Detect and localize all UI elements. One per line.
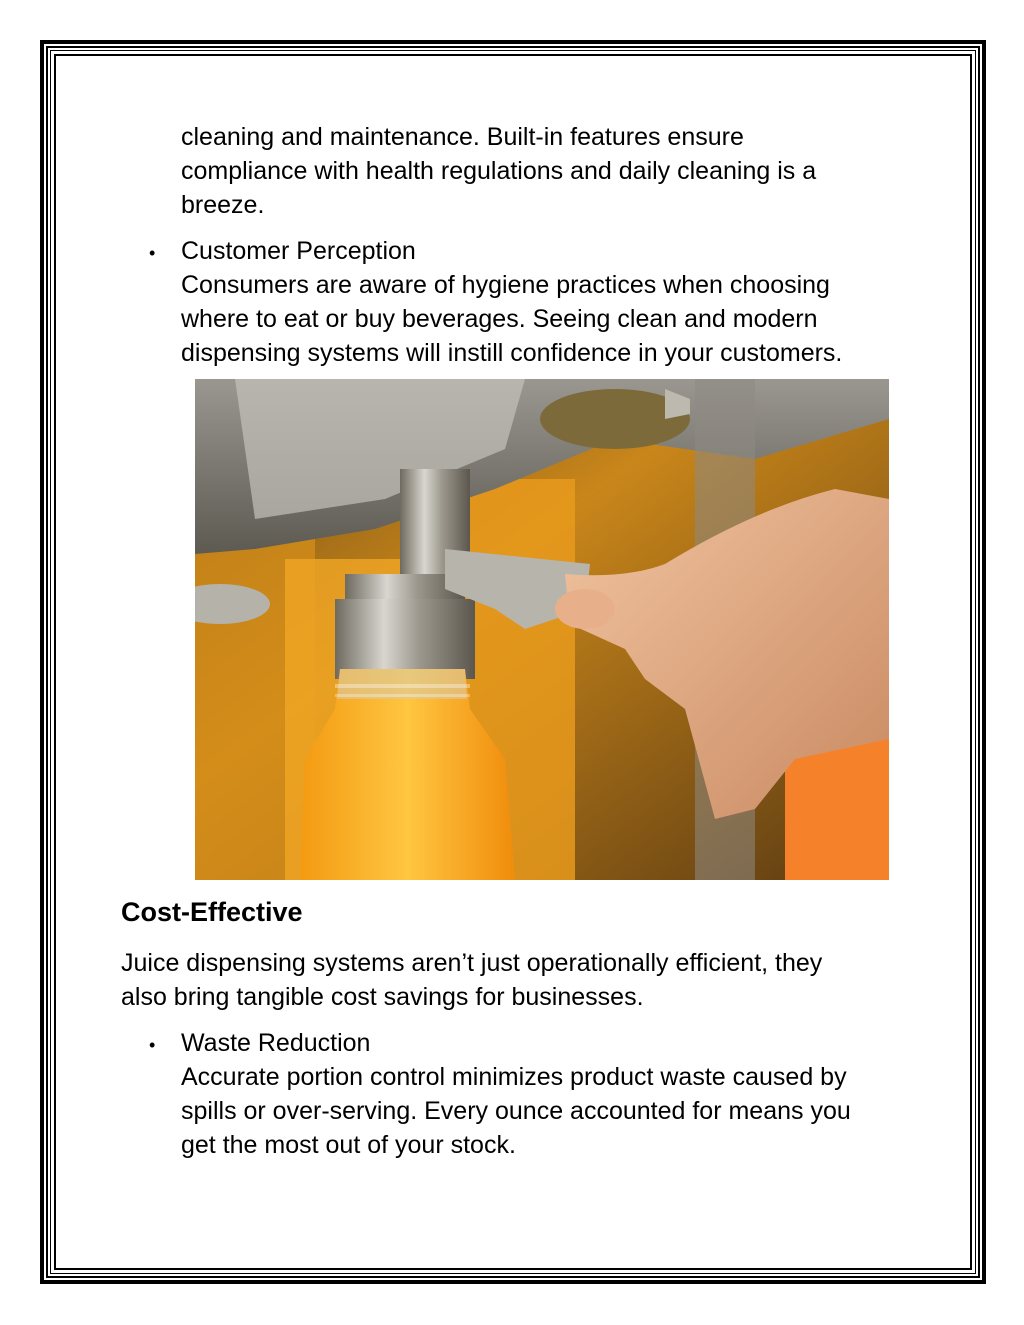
continuation-line-2: compliance with health regulations and daily cleaning is a	[181, 157, 817, 185]
bullet-body-line-1: Consumers are aware of hygiene practices when choosing	[181, 271, 830, 299]
section-heading-cost-effective: Cost-Effective	[121, 897, 303, 927]
bullet-body-line-1: Accurate portion control minimizes product waste caused by	[181, 1063, 847, 1091]
bullet-body-line-2: spills or over-serving. Every ounce accounted for means you	[181, 1097, 851, 1125]
continuation-line-3: breeze.	[181, 191, 265, 219]
bullet-body-line-3: dispensing systems will instill confidence in your customers.	[181, 339, 843, 367]
bullet-marker: •	[149, 243, 156, 263]
bullet-title-customer-perception: Customer Perception	[181, 237, 416, 265]
bullet-body-line-3: get the most out of your stock.	[181, 1131, 516, 1159]
bullet-marker: •	[149, 1035, 156, 1055]
juice-dispenser-photo	[195, 379, 889, 880]
continuation-line-1: cleaning and maintenance. Built-in features ensure	[181, 123, 744, 151]
intro-line-2: also bring tangible cost savings for businesses.	[121, 983, 644, 1011]
bullet-body-line-2: where to eat or buy beverages. Seeing clean and modern	[181, 305, 818, 333]
bullet-title-waste-reduction: Waste Reduction	[181, 1029, 371, 1057]
intro-line-1: Juice dispensing systems aren’t just operationally efficient, they	[121, 949, 823, 977]
